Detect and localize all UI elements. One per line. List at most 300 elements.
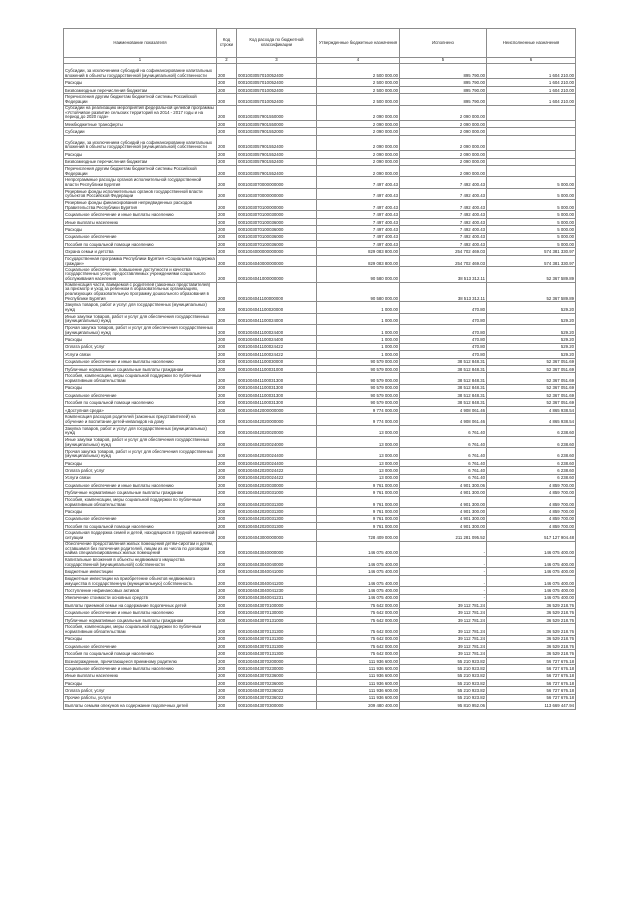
row-approved-amount: 90 579 000.00 (317, 384, 400, 391)
row-unexecuted-amount: 529.20 (487, 313, 576, 324)
row-unexecuted-amount: 4 859 700.00 (487, 496, 576, 507)
row-line-code: 200 (217, 226, 237, 233)
table-row (64, 616, 576, 623)
row-indicator-name: Пособия, компенсации, меры социальной поддержки по публичным нормативным обязательствам (64, 496, 217, 507)
row-executed-amount: 6 761.40 (400, 448, 487, 459)
table-row (64, 255, 576, 266)
row-executed-amount: 2 090 000.00 (400, 158, 487, 165)
row-indicator-name: Пособия по социальной помощи населению (64, 399, 217, 406)
row-approved-amount: 9 761 000.00 (317, 522, 400, 529)
row-approved-amount: 146 075 400.00 (317, 541, 400, 556)
row-approved-amount: 9 761 000.00 (317, 489, 400, 496)
row-expense-code: 0001004041100024422 (237, 351, 317, 358)
row-indicator-name: Субсидии, за исключением субсидий на софинансирование капитальных вложений в объекты государственной (муниципальной) собственности (64, 64, 217, 79)
row-line-code: 200 (217, 365, 237, 372)
table-row (64, 587, 576, 594)
budget-execution-table (63, 28, 576, 710)
row-unexecuted-amount: 56 727 676.18 (487, 694, 576, 701)
row-line-code: 200 (217, 557, 237, 568)
row-approved-amount: 2 090 000.00 (317, 105, 400, 120)
table-row (64, 557, 576, 568)
row-line-code: 200 (217, 267, 237, 282)
row-expense-code: 0001004041100000000 (237, 282, 317, 302)
row-indicator-name: Прочая закупка товаров, работ и услуг для обеспечения государственных (муниципальных) нужд (64, 324, 217, 335)
row-unexecuted-amount: 146 075 400.00 (487, 594, 576, 601)
row-executed-amount: 55 210 923.82 (400, 657, 487, 664)
header-indicator-name: Наименование показателя (64, 29, 217, 58)
row-expense-code: 0001004043070100000 (237, 602, 317, 609)
row-unexecuted-amount: 52 367 051.69 (487, 373, 576, 384)
row-unexecuted-amount: 52 367 051.69 (487, 399, 576, 406)
row-unexecuted-amount: 146 075 400.00 (487, 575, 576, 586)
row-executed-amount: 55 210 923.82 (400, 679, 487, 686)
row-unexecuted-amount: 36 529 218.76 (487, 624, 576, 635)
row-line-code: 200 (217, 425, 237, 436)
row-expense-code: 0001003070000000000 (237, 188, 317, 199)
row-unexecuted-amount (487, 158, 576, 165)
row-unexecuted-amount (487, 151, 576, 158)
row-approved-amount: 111 936 600.00 (317, 694, 400, 701)
row-indicator-name: Выплаты приемной семье на содержание подопечных детей (64, 602, 217, 609)
row-expense-code: 0001004043040041000 (237, 568, 317, 575)
row-unexecuted-amount: 56 727 676.18 (487, 679, 576, 686)
row-executed-amount: 211 281 095.52 (400, 530, 487, 541)
row-expense-code: 0001004000000000000 (237, 248, 317, 255)
row-executed-amount: 6 761.40 (400, 437, 487, 448)
row-unexecuted-amount: 4 859 700.00 (487, 489, 576, 496)
row-executed-amount: 4 908 061.46 (400, 406, 487, 413)
row-line-code: 200 (217, 135, 237, 150)
row-unexecuted-amount: 36 529 218.76 (487, 650, 576, 657)
row-unexecuted-amount: 5 000.00 (487, 177, 576, 188)
row-unexecuted-amount: 36 529 218.76 (487, 643, 576, 650)
row-executed-amount: 39 112 781.24 (400, 616, 487, 623)
row-indicator-name: Социальная поддержка семей и детей, находящихся в трудной жизненной ситуации (64, 530, 217, 541)
table-row (64, 358, 576, 365)
row-line-code: 200 (217, 241, 237, 248)
row-unexecuted-amount: 52 367 051.69 (487, 384, 576, 391)
row-executed-amount: 55 210 923.82 (400, 687, 487, 694)
row-indicator-name: Социальное обеспечение и иные выплаты населению (64, 609, 217, 616)
row-expense-code: 0001004041100024000 (237, 313, 317, 324)
table-row (64, 624, 576, 635)
row-approved-amount: 7 497 400.43 (317, 177, 400, 188)
row-line-code: 200 (217, 489, 237, 496)
row-expense-code: 0001004043070230000 (237, 665, 317, 672)
row-executed-amount: 6 761.40 (400, 474, 487, 481)
row-line-code: 200 (217, 324, 237, 335)
row-expense-code: 0001004043070130000 (237, 609, 317, 616)
row-approved-amount: 2 090 000.00 (317, 151, 400, 158)
row-line-code: 200 (217, 609, 237, 616)
row-executed-amount: 6 761.40 (400, 459, 487, 466)
row-executed-amount: - (400, 587, 487, 594)
row-approved-amount: 146 075 400.00 (317, 575, 400, 586)
row-indicator-name: Закупка товаров, работ и услуг для государственных (муниципальных) нужд (64, 302, 217, 313)
row-unexecuted-amount: 52 367 051.69 (487, 358, 576, 365)
row-executed-amount: 895 790.00 (400, 64, 487, 79)
row-unexecuted-amount: 146 075 400.00 (487, 541, 576, 556)
row-executed-amount: 38 512 848.31 (400, 399, 487, 406)
table-row (64, 568, 576, 575)
row-executed-amount: 2 090 000.00 (400, 135, 487, 150)
row-indicator-name: Оплата работ, услуг (64, 687, 217, 694)
table-body (64, 64, 576, 710)
row-indicator-name: Бюджетные инвестиции (64, 568, 217, 575)
row-indicator-name: Обеспечение предоставления жилых помещений детям-сиротам и детям, оставшимся без попечения родителей, лицам из их числа по договорам найма специализированных жилых помещений (64, 541, 217, 556)
row-approved-amount: 13 000.00 (317, 448, 400, 459)
row-expense-code: 0001003057010052400 (237, 64, 317, 79)
table-row (64, 594, 576, 601)
row-approved-amount: 9 761 000.00 (317, 496, 400, 507)
row-line-code: 200 (217, 672, 237, 679)
row-approved-amount: 7 497 400.43 (317, 211, 400, 218)
row-approved-amount: 2 500 000.00 (317, 86, 400, 93)
row-line-code: 200 (217, 282, 237, 302)
row-unexecuted-amount: 5 000.00 (487, 211, 576, 218)
row-line-code: 200 (217, 165, 237, 176)
row-expense-code: 0001004043070131300 (237, 650, 317, 657)
row-line-code: 200 (217, 158, 237, 165)
column-number: 3 (237, 58, 317, 64)
row-approved-amount: 7 497 400.43 (317, 233, 400, 240)
row-approved-amount: 111 936 600.00 (317, 679, 400, 686)
table-row (64, 151, 576, 158)
row-approved-amount: 1 000.00 (317, 302, 400, 313)
row-indicator-name: Перечисления другим бюджетам бюджетной системы Российской Федерации (64, 165, 217, 176)
row-line-code: 200 (217, 120, 237, 127)
row-expense-code: 0001004041000000000 (237, 267, 317, 282)
table-row (64, 365, 576, 372)
table-row (64, 267, 576, 282)
row-approved-amount: 146 075 400.00 (317, 594, 400, 601)
row-approved-amount: 728 409 000.00 (317, 530, 400, 541)
row-executed-amount: 470.80 (400, 336, 487, 343)
row-executed-amount: 7 492 400.43 (400, 218, 487, 225)
row-expense-code: 0001004042020024000 (237, 437, 317, 448)
row-approved-amount: 1 000.00 (317, 336, 400, 343)
row-approved-amount: 9 774 000.00 (317, 406, 400, 413)
row-expense-code: 0001003070100030000 (237, 211, 317, 218)
row-unexecuted-amount: 5 000.00 (487, 218, 576, 225)
row-line-code: 200 (217, 302, 237, 313)
table-row (64, 437, 576, 448)
row-executed-amount: 55 210 923.82 (400, 672, 487, 679)
row-expense-code: 0001004042020031300 (237, 496, 317, 507)
row-expense-code: 0001003057901552400 (237, 135, 317, 150)
row-line-code: 200 (217, 624, 237, 635)
table-row (64, 177, 576, 188)
row-unexecuted-amount: 1 604 210.00 (487, 94, 576, 105)
header-executed: Исполнено (400, 29, 487, 58)
row-expense-code: 0001004043070131300 (237, 643, 317, 650)
row-approved-amount: 13 000.00 (317, 425, 400, 436)
row-executed-amount: 254 702 469.03 (400, 248, 487, 255)
row-line-code: 200 (217, 313, 237, 324)
row-unexecuted-amount: 36 529 218.76 (487, 635, 576, 642)
row-approved-amount: 7 497 400.43 (317, 218, 400, 225)
row-indicator-name: Социальное обеспечение (64, 643, 217, 650)
row-indicator-name: Социальное обеспечение и иные выплаты населению (64, 358, 217, 365)
header-line-code: Код строки (217, 29, 237, 58)
row-unexecuted-amount: 6 238.60 (487, 467, 576, 474)
row-expense-code: 0001003057010052400 (237, 94, 317, 105)
row-indicator-name: Услуги связи (64, 474, 217, 481)
row-approved-amount: 90 579 000.00 (317, 365, 400, 372)
row-indicator-name: Публичные нормативные социальные выплаты гражданам (64, 616, 217, 623)
row-indicator-name: Расходы (64, 384, 217, 391)
row-expense-code: 0001004043070300000 (237, 702, 317, 709)
row-expense-code: 0001004042020000000 (237, 414, 317, 425)
row-executed-amount: 38 512 848.31 (400, 365, 487, 372)
row-expense-code: 0001004041100024422 (237, 343, 317, 350)
row-approved-amount: 2 500 000.00 (317, 79, 400, 86)
row-unexecuted-amount: 574 381 330.97 (487, 255, 576, 266)
row-unexecuted-amount (487, 105, 576, 120)
row-line-code: 200 (217, 530, 237, 541)
table-row (64, 602, 576, 609)
row-approved-amount: 2 500 000.00 (317, 94, 400, 105)
row-line-code: 200 (217, 508, 237, 515)
row-approved-amount: 75 642 000.00 (317, 602, 400, 609)
row-approved-amount: 9 774 000.00 (317, 414, 400, 425)
row-approved-amount: 75 642 000.00 (317, 650, 400, 657)
row-executed-amount: 895 790.00 (400, 94, 487, 105)
row-approved-amount: 146 075 400.00 (317, 587, 400, 594)
row-line-code: 200 (217, 200, 237, 211)
row-unexecuted-amount: 52 367 051.69 (487, 392, 576, 399)
row-executed-amount: 2 090 000.00 (400, 120, 487, 127)
row-executed-amount: 470.80 (400, 324, 487, 335)
row-unexecuted-amount: 146 075 400.00 (487, 568, 576, 575)
row-line-code: 200 (217, 406, 237, 413)
row-executed-amount: 6 761.40 (400, 425, 487, 436)
table-row (64, 467, 576, 474)
row-line-code: 200 (217, 392, 237, 399)
table-row (64, 489, 576, 496)
row-line-code: 200 (217, 358, 237, 365)
row-approved-amount: 2 090 000.00 (317, 120, 400, 127)
row-approved-amount: 111 936 600.00 (317, 687, 400, 694)
row-unexecuted-amount (487, 165, 576, 176)
row-indicator-name: Социальное обеспечение (64, 233, 217, 240)
row-expense-code: 0001004043040041230 (237, 587, 317, 594)
row-indicator-name: Компенсация части, взимаемой с родителей (законных представителей) за присмотр и уход за ребенком в образовательных организациях, реализующих образовательную программу дошкольного образования в Республике Бурятия (64, 282, 217, 302)
row-indicator-name: Перечисления другим бюджетам бюджетной системы Российской Федерации (64, 94, 217, 105)
row-indicator-name: Публичные нормативные социальные выплаты гражданам (64, 365, 217, 372)
row-executed-amount: 55 210 923.82 (400, 694, 487, 701)
row-indicator-name: Иные выплаты населению (64, 218, 217, 225)
row-approved-amount: 13 000.00 (317, 437, 400, 448)
column-number: 1 (64, 58, 217, 64)
row-line-code: 200 (217, 665, 237, 672)
row-indicator-name: Расходы (64, 459, 217, 466)
row-indicator-name: Иные выплаты населению (64, 672, 217, 679)
row-unexecuted-amount: 56 727 676.18 (487, 665, 576, 672)
row-approved-amount: 111 936 600.00 (317, 672, 400, 679)
row-unexecuted-amount (487, 128, 576, 135)
row-executed-amount: 38 512 848.31 (400, 392, 487, 399)
row-line-code: 200 (217, 496, 237, 507)
row-approved-amount: 829 083 800.00 (317, 248, 400, 255)
row-line-code: 200 (217, 399, 237, 406)
row-executed-amount: 4 901 300.00 (400, 496, 487, 507)
row-executed-amount: 55 210 923.82 (400, 665, 487, 672)
row-line-code: 200 (217, 414, 237, 425)
row-executed-amount: 38 513 312.11 (400, 267, 487, 282)
row-indicator-name: Вознаграждение, причитающееся приемному родителю (64, 657, 217, 664)
row-executed-amount: 895 790.00 (400, 86, 487, 93)
table-row (64, 657, 576, 664)
row-indicator-name: Выплаты семьям опекунов на содержание подопечных детей (64, 702, 217, 709)
row-unexecuted-amount: 56 727 676.18 (487, 672, 576, 679)
row-expense-code: 0001004041100020000 (237, 302, 317, 313)
row-unexecuted-amount: 517 127 904.48 (487, 530, 576, 541)
table-row (64, 425, 576, 436)
table-row (64, 384, 576, 391)
row-expense-code: 0001004043040041231 (237, 594, 317, 601)
table-row (64, 665, 576, 672)
row-executed-amount: 39 112 781.24 (400, 609, 487, 616)
row-approved-amount: 75 642 000.00 (317, 635, 400, 642)
table-row (64, 406, 576, 413)
row-expense-code: 0001004041100031300 (237, 392, 317, 399)
row-unexecuted-amount: 6 238.60 (487, 437, 576, 448)
row-executed-amount: 470.80 (400, 351, 487, 358)
row-executed-amount: - (400, 541, 487, 556)
row-executed-amount: 4 901 300.06 (400, 481, 487, 488)
row-line-code: 200 (217, 657, 237, 664)
row-line-code: 200 (217, 255, 237, 266)
row-approved-amount: 90 579 000.00 (317, 373, 400, 384)
row-line-code: 200 (217, 384, 237, 391)
row-line-code: 200 (217, 343, 237, 350)
row-line-code: 200 (217, 687, 237, 694)
row-indicator-name: Непрограммные расходы органов исполнительной государственной власти Республики Бурятия (64, 177, 217, 188)
row-expense-code: 0001003070000000000 (237, 177, 317, 188)
row-indicator-name: Пособия по социальной помощи населению (64, 241, 217, 248)
row-unexecuted-amount: 4 859 700.00 (487, 515, 576, 522)
row-executed-amount: 7 492 400.43 (400, 241, 487, 248)
row-approved-amount: 7 497 400.43 (317, 226, 400, 233)
row-line-code: 200 (217, 177, 237, 188)
row-expense-code: 0001004043070131000 (237, 616, 317, 623)
row-expense-code: 0001004041100031300 (237, 399, 317, 406)
row-executed-amount: 4 901 300.00 (400, 508, 487, 515)
row-indicator-name: Расходы (64, 151, 217, 158)
row-line-code: 200 (217, 522, 237, 529)
row-unexecuted-amount: 52 367 589.89 (487, 267, 576, 282)
row-indicator-name: Расходы (64, 635, 217, 642)
table-row (64, 128, 576, 135)
row-expense-code: 0001003057901552400 (237, 158, 317, 165)
row-indicator-name: Публичные нормативные социальные выплаты гражданам (64, 489, 217, 496)
row-executed-amount: - (400, 557, 487, 568)
row-executed-amount: 39 112 781.24 (400, 650, 487, 657)
row-indicator-name: Расходы (64, 226, 217, 233)
column-number: 6 (487, 58, 576, 64)
table-row (64, 218, 576, 225)
row-executed-amount: 39 112 781.24 (400, 624, 487, 635)
header-approved: Утвержденные бюджетные назначения (317, 29, 400, 58)
row-indicator-name: Безвозмездные перечисления бюджетам (64, 86, 217, 93)
row-indicator-name: Субсидии на реализацию мероприятий федеральной целевой программы «Устойчивое развитие сельских территорий на 2014 - 2017 годы и на период до 2020 года» (64, 105, 217, 120)
row-line-code: 200 (217, 481, 237, 488)
row-expense-code: 0001003057901552400 (237, 165, 317, 176)
row-indicator-name: Закупка товаров, работ и услуг для государственных (муниципальных) нужд (64, 425, 217, 436)
row-expense-code: 0001004043070236000 (237, 679, 317, 686)
table-row (64, 313, 576, 324)
row-indicator-name: Компенсация расходов родителей (законных представителей) на обучение и воспитание детей-инвалидов на дому (64, 414, 217, 425)
row-line-code: 200 (217, 218, 237, 225)
row-indicator-name: Оплата работ, услуг (64, 467, 217, 474)
row-expense-code: 0001004041100024400 (237, 324, 317, 335)
row-line-code: 200 (217, 211, 237, 218)
row-line-code: 200 (217, 702, 237, 709)
row-executed-amount: 95 810 952.06 (400, 702, 487, 709)
row-line-code: 200 (217, 79, 237, 86)
table-row (64, 373, 576, 384)
row-expense-code: 0001004042020030000 (237, 481, 317, 488)
row-line-code: 200 (217, 233, 237, 240)
row-unexecuted-amount: 4 859 700.00 (487, 522, 576, 529)
row-unexecuted-amount: 4 865 938.54 (487, 414, 576, 425)
row-indicator-name: Социальное обеспечение (64, 515, 217, 522)
row-expense-code: 0001004041100030000 (237, 358, 317, 365)
row-expense-code: 0001004041100031300 (237, 373, 317, 384)
row-expense-code: 0001004043000000000 (237, 530, 317, 541)
row-line-code: 200 (217, 86, 237, 93)
table-row (64, 515, 576, 522)
table-row (64, 158, 576, 165)
row-approved-amount: 1 000.00 (317, 343, 400, 350)
row-approved-amount: 90 579 000.00 (317, 399, 400, 406)
row-unexecuted-amount: 4 865 938.54 (487, 406, 576, 413)
row-line-code: 200 (217, 373, 237, 384)
row-approved-amount: 90 580 000.00 (317, 267, 400, 282)
row-indicator-name: Услуги связи (64, 351, 217, 358)
row-expense-code: 0001004040000000000 (237, 255, 317, 266)
row-executed-amount: 2 090 000.00 (400, 105, 487, 120)
row-expense-code: 0001003070100036000 (237, 218, 317, 225)
table-row (64, 248, 576, 255)
row-unexecuted-amount: 6 238.60 (487, 448, 576, 459)
row-unexecuted-amount: 5 000.00 (487, 200, 576, 211)
row-line-code: 200 (217, 151, 237, 158)
row-expense-code: 0001004042020024400 (237, 459, 317, 466)
row-expense-code: 0001003057010052400 (237, 86, 317, 93)
row-expense-code: 0001004043070131300 (237, 635, 317, 642)
row-indicator-name: Бюджетные инвестиции на приобретение объектов недвижимого имущества в государственную (муниципальную) собственность (64, 575, 217, 586)
row-line-code: 200 (217, 459, 237, 466)
row-approved-amount: 90 579 000.00 (317, 358, 400, 365)
row-executed-amount: 38 512 848.31 (400, 358, 487, 365)
row-executed-amount: 2 090 000.00 (400, 165, 487, 176)
row-unexecuted-amount: 146 075 400.00 (487, 557, 576, 568)
row-line-code: 200 (217, 602, 237, 609)
row-executed-amount: 38 512 848.31 (400, 373, 487, 384)
table-row (64, 508, 576, 515)
row-line-code: 200 (217, 351, 237, 358)
row-line-code: 200 (217, 679, 237, 686)
row-expense-code: 0001004043070131300 (237, 624, 317, 635)
row-indicator-name: Расходы (64, 79, 217, 86)
row-executed-amount: 38 512 848.31 (400, 384, 487, 391)
row-expense-code: 0001003057901550000 (237, 105, 317, 120)
row-approved-amount: 1 000.00 (317, 324, 400, 335)
table-row (64, 530, 576, 541)
row-executed-amount: 7 492 400.43 (400, 177, 487, 188)
